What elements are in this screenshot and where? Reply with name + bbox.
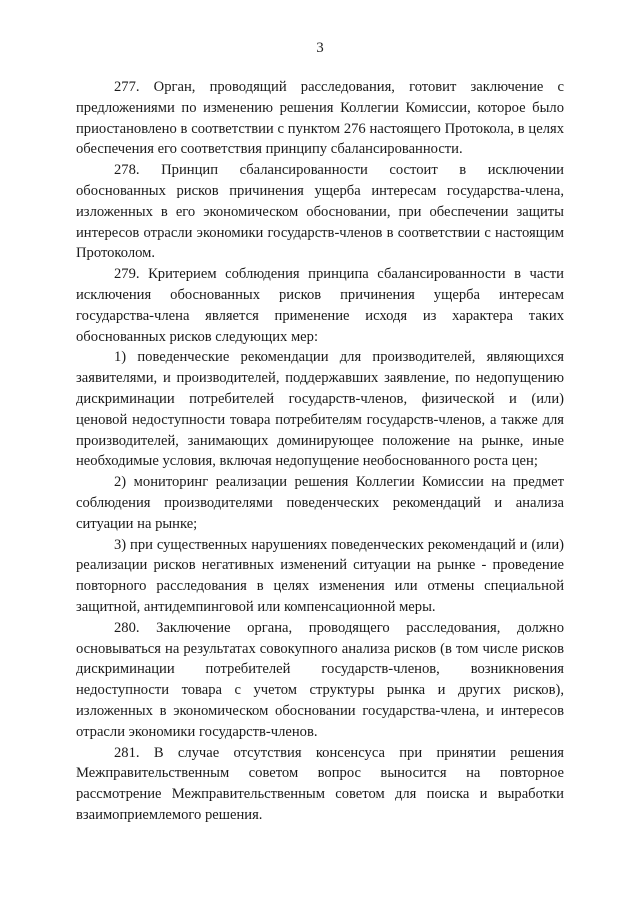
paragraph-279: 279. Критерием соблюдения принципа сбалансированности в части исключения обоснованных рисков причинения ущерба интересам государства-члена является применение исходя из характера таких обоснованных рисков следующих мер:	[76, 266, 564, 345]
list-item-3: 3) при существенных нарушениях поведенческих рекомендаций и (или) реализации рисков негативных изменений ситуации на рынке - проведение повторного расследования в целях изменения или отмены специальной защитной, антидемпинговой или компенсационной меры.	[76, 536, 564, 615]
list-item-1: 1) поведенческие рекомендации для производителей, являющихся заявителями, и производителей, поддержавших заявление, по недопущению дискриминации потребителей государств-членов, физической и (или) ценовой недоступности товара потребителям государств-членов, а также для производителей, занимающих доминирующее положение на рынке, иные необходимые условия, включая недопущение необоснованного роста цен;	[76, 349, 564, 470]
list-item-2: 2) мониторинг реализации решения Коллегии Комиссии на предмет соблюдения производителями поведенческих рекомендаций и анализа ситуации на рынке;	[76, 474, 564, 532]
page-number: 3	[316, 40, 324, 56]
document-body	[76, 77, 564, 826]
paragraph-277: 277. Орган, проводящий расследования, готовит заключение с предложениями по изменению решения Коллегии Комиссии, которое было приостановлено в соответствии с пунктом 276 настоящего Протокола, в целях обеспечения его соответствия принципу сбалансированности.	[76, 79, 564, 158]
paragraph-278: 278. Принцип сбалансированности состоит в исключении обоснованных рисков причинения ущерба интересам государства-члена, изложенных в его экономическом обосновании, при обеспечении защиты интересов отрасли экономики государств-членов в соответствии с настоящим Протоколом.	[76, 162, 564, 262]
paragraph-280: 280. Заключение органа, проводящего расследования, должно основываться на результатах совокупного анализа рисков (в том числе рисков дискриминации потребителей государств-членов, возникновения недоступности товара с учетом структуры рынка и других рисков), изложенных в экономическом обосновании государства-члена, и интересов отрасли экономики государств-членов.	[76, 619, 564, 740]
paragraph-281: 281. В случае отсутствия консенсуса при принятии решения Межправительственным советом вопрос выносится на повторное рассмотрение Межправительственным советом для поиска и выработки взаимоприемлемого решения.	[76, 744, 564, 823]
